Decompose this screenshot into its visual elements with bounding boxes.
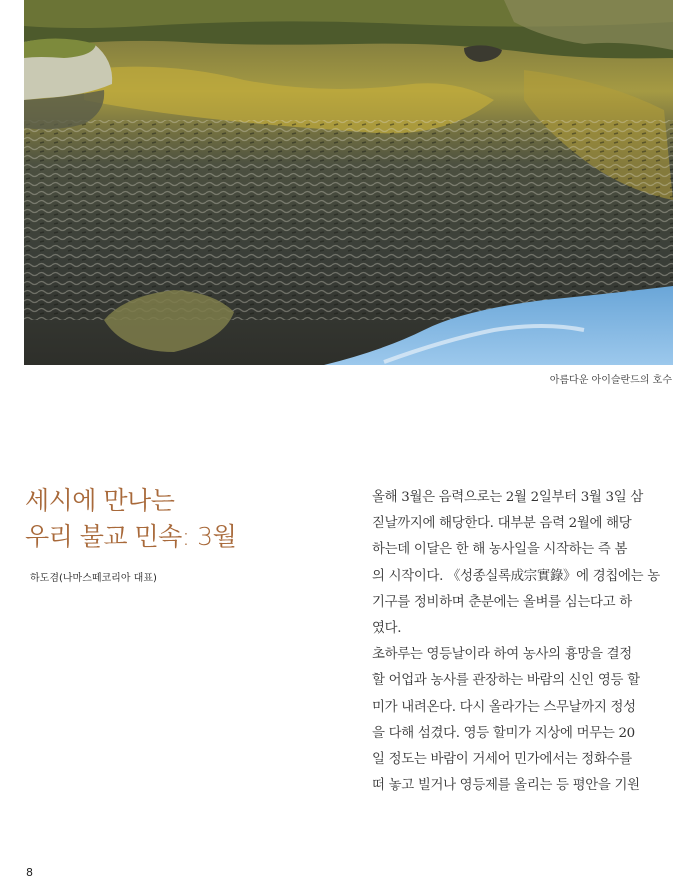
body-line: 미가 내려온다. 다시 올라가는 스무날까지 정성 xyxy=(372,699,636,715)
body-line: 하는데 이달은 한 해 농사일을 시작하는 즉 봄 xyxy=(372,542,628,558)
body-line: 올해 3월은 음력으로는 2월 2일부터 3월 3일 삼 xyxy=(372,490,643,505)
body-line: 일 정도는 바람이 거세어 민가에서는 정화수를 xyxy=(372,751,632,767)
article-body xyxy=(372,485,672,799)
body-line: 할 어업과 농사를 관장하는 바람의 신인 영등 할 xyxy=(372,673,640,689)
lake-photo xyxy=(24,0,673,365)
body-line: 짇날까지에 해당한다. 대부분 음력 2월에 해당 xyxy=(372,516,632,532)
author-byline: 하도겸(나마스떼코리아 대표) xyxy=(30,573,157,584)
title-line-2: 우리 불교 민속: 3월 xyxy=(25,522,237,551)
body-line: 떠 놓고 빌거나 영등제를 올리는 등 평안을 기원 xyxy=(372,778,640,794)
body-line: 기구를 정비하며 춘분에는 올벼를 심는다고 하 xyxy=(372,594,632,610)
body-line: 였다. xyxy=(372,620,402,636)
title-line-1: 세시에 만나는 xyxy=(25,486,175,515)
body-line: 을 다해 섬겼다. 영등 할미가 지상에 머무는 20 xyxy=(372,725,635,741)
body-line: 초하루는 영등날이라 하여 농사의 흉망을 결정 xyxy=(372,647,632,663)
body-line: 의 시작이다. 《성종실록成宗實錄》에 경칩에는 농 xyxy=(372,568,660,584)
lake-photo-image xyxy=(24,0,673,365)
article-title xyxy=(25,483,325,555)
photo-caption: 아름다운 아이슬란드의 호수 xyxy=(549,375,672,386)
page-number: 8 xyxy=(26,866,33,879)
